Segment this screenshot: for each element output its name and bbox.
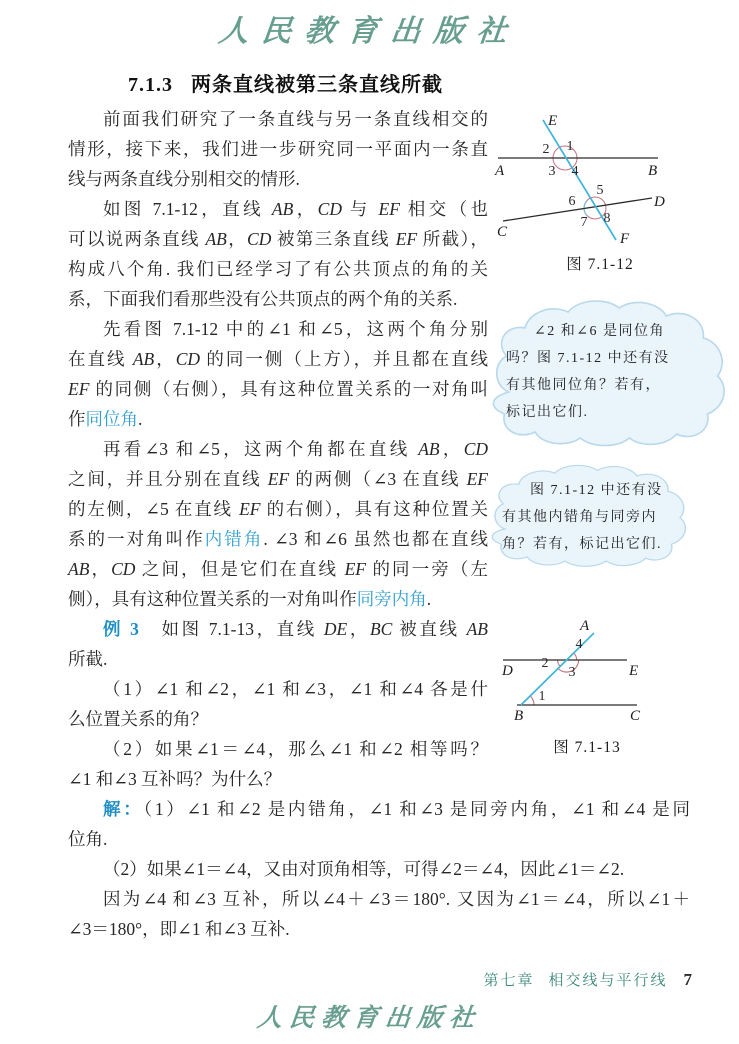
text-line: 再看∠3 和∠5，这两个角都在直线 AB，CD <box>103 439 489 459</box>
angle-number-label: 4 <box>571 164 579 179</box>
figure-caption: 图 7.1-12 <box>566 256 634 273</box>
text-line: 前面我们研究了一条直线与另一条直线相交的 <box>103 109 488 129</box>
text-line: 的左侧，∠5 在直线 EF 的右侧），具有这种位置关 <box>68 499 489 519</box>
cloud-text-line: 有其他内错角与同旁内 <box>502 510 657 525</box>
text-line: 解：（1）∠1 和∠2 是内错角，∠1 和∠3 是同旁内角，∠1 和∠4 是同 <box>103 799 690 819</box>
text-line: ∠3＝180°，即∠1 和∠3 互补. <box>68 919 290 939</box>
cloud-text-line: 标记出它们. <box>506 405 589 420</box>
text-line: 作同位角. <box>68 409 143 429</box>
text-line: EF 的同侧（右侧），具有这种位置关系的一对角叫 <box>68 379 488 399</box>
angle-number-label: 7 <box>580 215 588 230</box>
section-title <box>128 68 443 97</box>
text-line: 构成八个角. 我们已经学习了有公共顶点的角的关 <box>68 259 488 279</box>
footer-chapter: 第七章 <box>483 973 535 989</box>
text-line: 所截. <box>68 649 108 669</box>
text-line: （1）∠1 和∠2，∠1 和∠3，∠1 和∠4 各是什 <box>103 679 488 699</box>
page-number: 7 <box>683 970 692 989</box>
angle-number-label: 1 <box>538 689 546 704</box>
angle-number-label: 1 <box>566 139 574 154</box>
section-title-text: 两条直线被第三条直线所截 <box>191 74 443 96</box>
point-label: F <box>620 231 630 247</box>
text-line: 在直线 AB，CD 的同一侧（上方），并且都在直线 <box>68 349 489 369</box>
point-label: C <box>630 708 641 724</box>
figure-caption: 图 7.1-13 <box>553 739 621 756</box>
section-number: 7.1.3 <box>128 74 173 96</box>
angle-number-label: 5 <box>596 183 604 198</box>
angle-number-label: 8 <box>603 211 611 226</box>
text-line: ∠1 和∠3 互补吗？为什么？ <box>68 769 282 789</box>
angle-number-label: 6 <box>568 194 576 209</box>
angle-arc <box>558 660 561 666</box>
point-label: B <box>514 708 524 724</box>
cloud-text-line: 图 7.1-12 中还有没 <box>530 483 663 498</box>
point-label: C <box>497 224 508 240</box>
text-line: 可以说两条直线 AB，CD 被第三条直线 EF 所截）， <box>68 229 489 249</box>
point-label: D <box>502 663 513 679</box>
cloud-text <box>486 462 682 558</box>
publisher-logo-bottom: 人民教育出版社 <box>255 1005 483 1032</box>
text-line: 系的一对角叫作内错角. ∠3 和∠6 虽然也都在直线 <box>68 529 489 549</box>
text-line: 侧），具有这种位置关系的一对角叫作同旁内角. <box>68 589 432 609</box>
text-line: 么位置关系的角？ <box>68 709 208 729</box>
point-label: A <box>580 618 590 634</box>
cloud-text-line: ∠2 和∠6 是同位角 <box>534 324 665 339</box>
angle-number-label: 4 <box>575 637 583 652</box>
text-line: 先看图 7.1-12 中的∠1 和∠5，这两个角分别 <box>103 319 488 339</box>
geometry-figure <box>495 616 700 728</box>
text-line: （2）如果∠1＝∠4，又由对顶角相等，可得∠2＝∠4，因此∠1＝∠2. <box>103 859 625 879</box>
angle-number-label: 2 <box>542 142 550 157</box>
text-line: 系，下面我们看那些没有公共顶点的两个角的关系. <box>68 289 458 309</box>
cloud-text-line: 吗？图 7.1-12 中还有没 <box>506 351 670 366</box>
cloud-text-line: 有其他同位角？若有， <box>506 378 661 393</box>
geometry-figure <box>490 112 710 254</box>
text-line: （2）如果∠1＝∠4，那么∠1 和∠2 相等吗？ <box>103 739 488 759</box>
text-line: 因为∠4 和∠3 互补，所以∠4＋∠3＝180°. 又因为∠1＝∠4，所以∠1＋ <box>103 889 690 909</box>
publisher-logo-top: 人民教育出版社 <box>216 15 522 48</box>
text-line: 如图 7.1-12，直线 AB，CD 与 EF 相交（也 <box>103 199 489 219</box>
footer-section: 相交线与平行线 <box>548 973 668 989</box>
angle-number-label: 3 <box>548 164 556 179</box>
text-line: 位角. <box>68 829 108 849</box>
text-line: AB，CD 之间，但是它们在直线 EF 的同一旁（左 <box>68 559 489 579</box>
thought-cloud-alternate-angles <box>486 462 692 568</box>
angle-number-label: 3 <box>568 665 576 680</box>
point-label: A <box>495 163 505 179</box>
text-line: 例 3 如图 7.1-13，直线 DE，BC 被直线 AB <box>103 619 488 639</box>
cloud-text <box>486 296 714 426</box>
figure-7-1-12 <box>490 112 710 254</box>
angle-arc <box>574 653 577 660</box>
text-line: 线与两条直线分别相交的情形. <box>68 169 300 189</box>
point-label: D <box>654 194 665 210</box>
figure-7-1-13 <box>495 616 700 728</box>
angle-arc <box>530 696 534 705</box>
point-label: B <box>648 163 658 179</box>
text-line: 情形，接下来，我们进一步研究同一平面内一条直 <box>68 139 488 159</box>
figure-line <box>503 198 652 221</box>
point-label: E <box>548 113 558 129</box>
running-footer <box>483 969 692 990</box>
point-label: E <box>629 663 639 679</box>
figure-line <box>521 633 594 705</box>
angle-number-label: 2 <box>541 656 549 671</box>
thought-cloud-corresponding-angles <box>486 296 732 448</box>
text-line: 之间，并且分别在直线 EF 的两侧（∠3 在直线 EF <box>68 469 488 489</box>
cloud-text-line: 角？若有，标记出它们. <box>502 537 662 552</box>
